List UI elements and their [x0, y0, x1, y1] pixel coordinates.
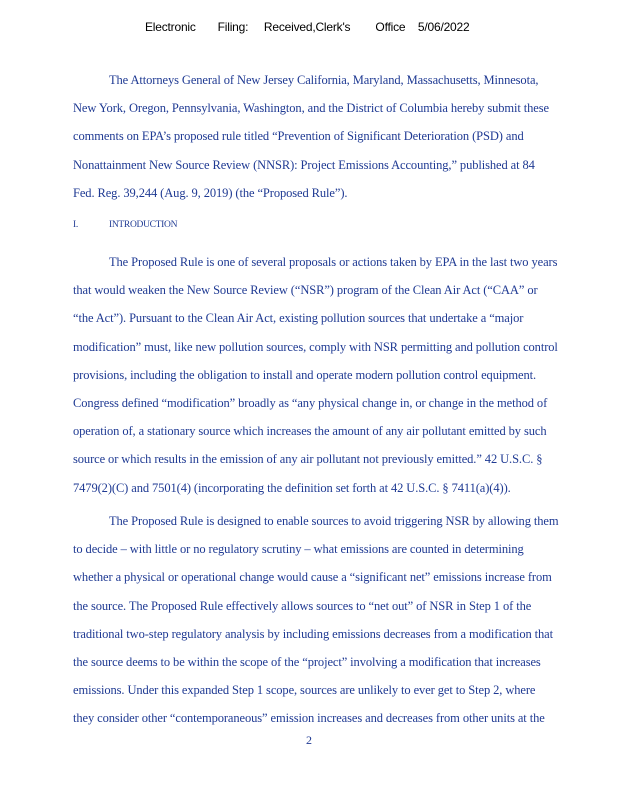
text-line: operation of, a stationary source which increases the amount of any air pollutant emitted by such	[73, 424, 547, 439]
text-line: “the Act”). Pursuant to the Clean Air Act, existing pollution sources that undertake a “major	[73, 311, 524, 326]
text-line: modification” must, like new pollution sources, comply with NSR permitting and pollution control	[73, 339, 558, 354]
text-line: Nonattainment New Source Review (NNSR): Project Emissions Accounting,” published at 84	[73, 157, 535, 172]
text-line: provisions, including the obligation to install and operate modern pollution control equipment.	[73, 367, 536, 382]
paragraph-intro	[73, 66, 603, 207]
text-line: New York, Oregon, Pennsylvania, Washington, and the District of Columbia hereby submit these	[73, 101, 549, 116]
text-line: that would weaken the New Source Review (“NSR”) program of the Clean Air Act (“CAA” or	[73, 283, 538, 298]
section-title: INTRODUCTION	[109, 220, 178, 230]
text-line: Fed. Reg. 39,244 (Aug. 9, 2019) (the “Proposed Rule”).	[73, 185, 348, 200]
page-number: 2	[306, 733, 312, 747]
text-line: The Proposed Rule is designed to enable sources to avoid triggering NSR by allowing them	[109, 514, 559, 528]
paragraph-introduction-body	[73, 248, 603, 502]
text-line: the source deems to be within the scope of the “project” involving a modification that increases	[73, 655, 541, 670]
text-line: traditional two-step regulatory analysis by including emissions decreases from a modification that	[73, 626, 554, 641]
text-line: emissions. Under this expanded Step 1 scope, sources are unlikely to ever get to Step 2, where	[73, 683, 536, 698]
paragraph-proposed-rule	[73, 507, 603, 733]
text-line: The Attorneys General of New Jersey California, Maryland, Massachusetts, Minnesota,	[109, 73, 539, 87]
section-number: I.	[73, 220, 78, 230]
text-line: source or which results in the emission of any air pollutant not previously emitted.” 42 U.S.C. §	[73, 452, 543, 467]
text-line: The Proposed Rule is one of several proposals or actions taken by EPA in the last two years	[109, 255, 558, 269]
filing-header: Electronic Filing: Received,Clerk's Office 5/06/2022	[145, 20, 470, 34]
text-line: 7479(2)(C) and 7501(4) (incorporating the definition set forth at 42 U.S.C. § 7411(a)(4)).	[73, 480, 511, 495]
text-line: whether a physical or operational change would cause a “significant net” emissions increase from	[73, 570, 552, 585]
text-line: they consider other “contemporaneous” emission increases and decreases from other units at the	[73, 711, 545, 726]
section-heading	[73, 220, 177, 230]
text-line: to decide – with little or no regulatory scrutiny – what emissions are counted in determining	[73, 542, 524, 557]
text-line: comments on EPA’s proposed rule titled “Prevention of Significant Deterioration (PSD) and	[73, 129, 524, 144]
text-line: Congress defined “modification” broadly as “any physical change in, or change in the method of	[73, 396, 548, 411]
text-line: the source. The Proposed Rule effectively allows sources to “net out” of NSR in Step 1 of the	[73, 598, 532, 613]
